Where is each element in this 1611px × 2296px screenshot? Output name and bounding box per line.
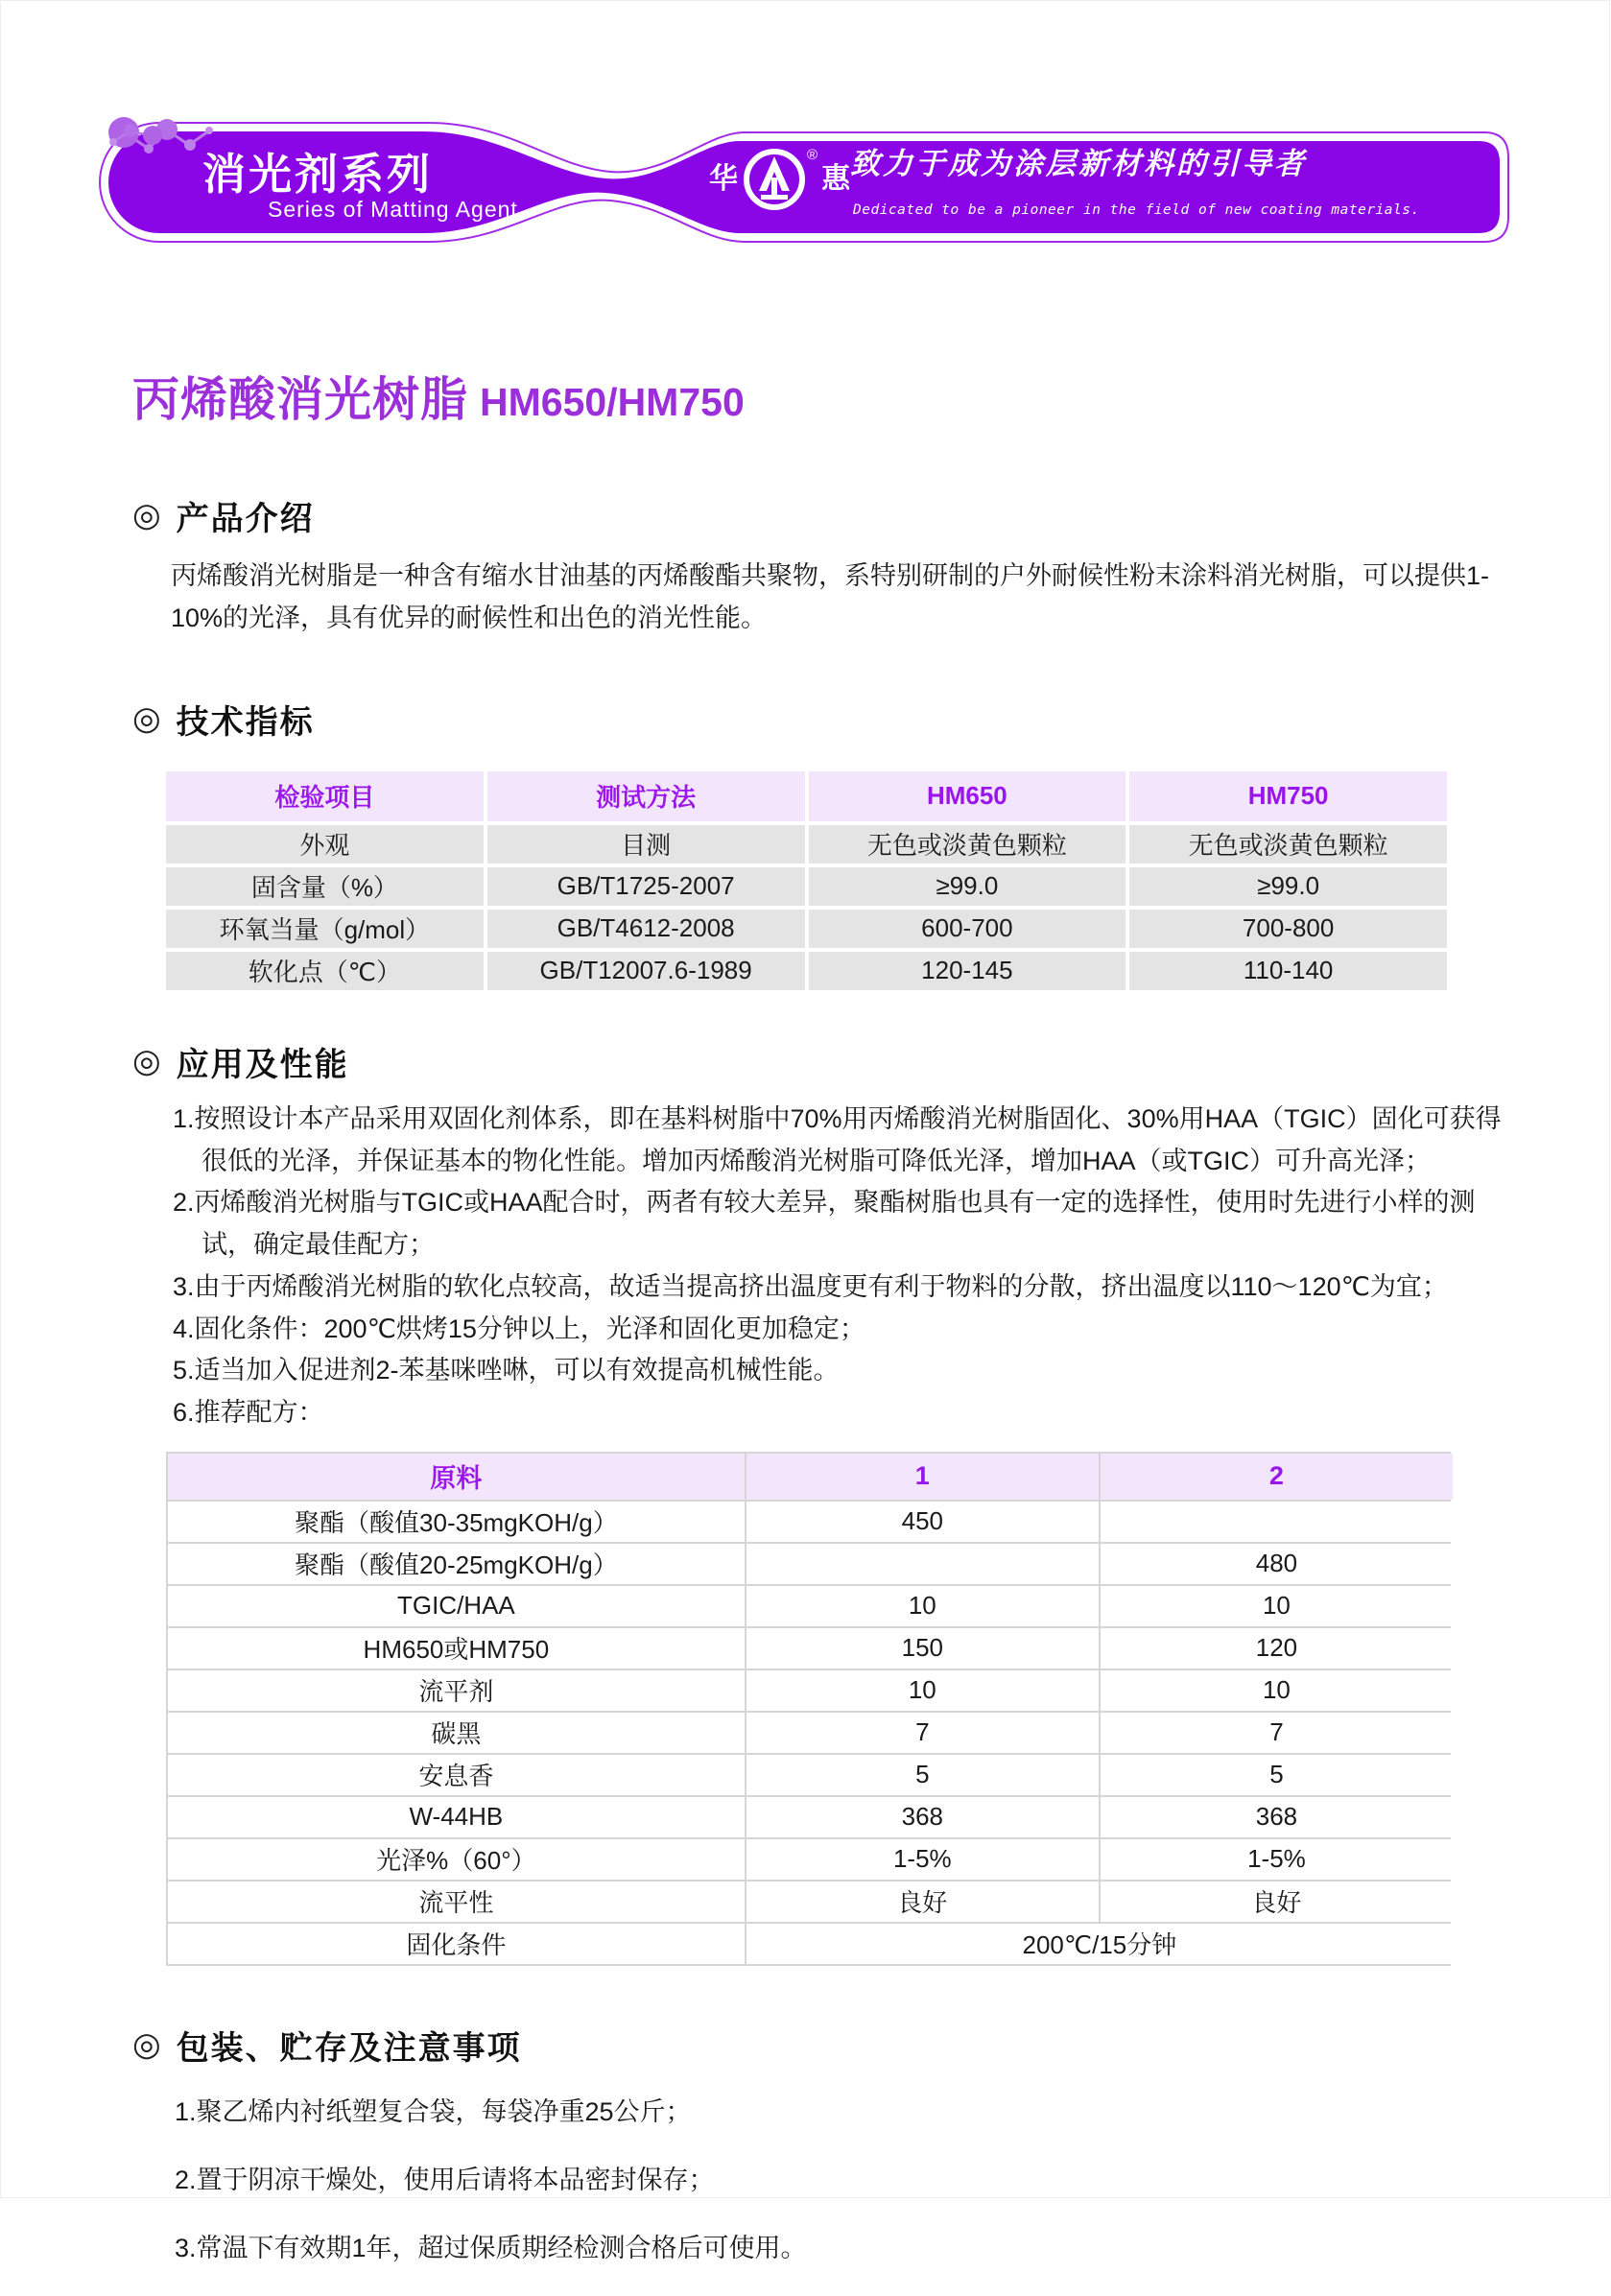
table-cell: 110-140 [1129, 952, 1447, 990]
section-title: 应用及性能 [176, 1046, 349, 1083]
table-cell: 200℃/15分钟 [746, 1924, 1453, 1964]
logo-right-char: 惠 [821, 163, 851, 195]
table-cell: 120 [1101, 1628, 1453, 1669]
huahui-logo-icon [740, 145, 809, 214]
table-cell: 环氧当量（g/mol） [166, 910, 484, 948]
section-bullet-icon: ◎ [132, 700, 163, 738]
table-cell: 流平性 [168, 1882, 745, 1922]
list-item: 2.置于阴凉干燥处，使用后请将本品密封保存； [175, 2166, 715, 2195]
table-cell: 良好 [746, 1882, 1099, 1922]
column-header: 1 [746, 1454, 1099, 1500]
section-bullet-icon: ◎ [132, 2026, 163, 2064]
table-cell: W-44HB [168, 1797, 745, 1837]
table-cell: 无色或淡黄色颗粒 [809, 825, 1126, 864]
list-item: 5.适当加入促进剂2-苯基咪唑啉，可以有效提高机械性能。 [173, 1356, 840, 1385]
table-cell: 光泽%（60°） [168, 1839, 745, 1880]
recipe-table [166, 1452, 1451, 1966]
product-name: 丙烯酸消光树脂 [132, 374, 469, 426]
table-cell: 良好 [1101, 1882, 1453, 1922]
section-title: 技术指标 [176, 703, 315, 741]
table-cell: 外观 [166, 825, 484, 864]
table-cell: 10 [1101, 1670, 1453, 1711]
table-cell: 10 [746, 1670, 1099, 1711]
series-title-cn: 消光剂系列 [202, 150, 434, 199]
table-cell: 7 [1101, 1713, 1453, 1753]
table-cell [1101, 1502, 1453, 1542]
table-cell: ≥99.0 [1129, 867, 1447, 906]
column-header: HM650 [809, 771, 1126, 821]
series-title-en: Series of Matting Agent [268, 197, 518, 222]
table-cell: 5 [746, 1755, 1099, 1795]
spec-table [166, 771, 1447, 990]
table-cell: 480 [1101, 1544, 1453, 1584]
table-cell: 368 [1101, 1797, 1453, 1837]
table-cell: 目测 [487, 825, 805, 864]
page-title [132, 375, 1505, 427]
table-cell: 固化条件 [168, 1924, 745, 1964]
registered-mark: ® [807, 146, 818, 163]
column-header: 检验项目 [166, 771, 484, 821]
column-header: HM750 [1129, 771, 1447, 821]
table-cell: 软化点（℃） [166, 952, 484, 990]
section-title: 包装、贮存及注意事项 [176, 2029, 522, 2067]
column-header: 测试方法 [487, 771, 805, 821]
table-cell: 流平剂 [168, 1670, 745, 1711]
section-heading-application [132, 1038, 1505, 1085]
table-cell: TGIC/HAA [168, 1586, 745, 1626]
list-item: 1.按照设计本产品采用双固化剂体系，即在基料树脂中70%用丙烯酸消光树脂固化、30%用HAA（TGIC）固化可获得很低的光泽，并保证基本的物化性能。增加丙烯酸消光树脂可降低光泽，增加HAA（或TGIC）可升高光泽； [173, 1103, 1502, 1175]
table-cell: 1-5% [746, 1839, 1099, 1880]
table-cell: GB/T12007.6-1989 [487, 952, 805, 990]
section-title: 产品介绍 [176, 500, 315, 537]
header-banner [107, 116, 1515, 260]
document-body [1, 375, 1611, 2296]
table-cell: 7 [746, 1713, 1099, 1753]
table-cell: GB/T4612-2008 [487, 910, 805, 948]
company-logo [709, 145, 850, 214]
application-list [132, 1099, 1505, 1434]
list-item: 1.聚乙烯内衬纸塑复合袋，每袋净重25公斤； [175, 2096, 692, 2126]
product-model: HM650/HM750 [480, 380, 745, 424]
table-cell: 碳黑 [168, 1713, 745, 1753]
column-header: 2 [1101, 1454, 1453, 1500]
slogan-cn: 致力于成为涂层新材料的引导者 [850, 147, 1307, 180]
table-cell: 固含量（%） [166, 867, 484, 906]
table-cell: 368 [746, 1797, 1099, 1837]
section-bullet-icon: ◎ [132, 497, 163, 534]
table-cell: ≥99.0 [809, 867, 1126, 906]
slogan-en: Dedicated to be a pioneer in the field of new coating materials. [853, 202, 1420, 218]
list-item: 3.常温下有效期1年，超过保质期经检测合格后可使用。 [175, 2234, 807, 2263]
table-cell: 无色或淡黄色颗粒 [1129, 825, 1447, 864]
table-cell: 1-5% [1101, 1839, 1453, 1880]
table-cell: HM650或HM750 [168, 1628, 745, 1669]
section-bullet-icon: ◎ [132, 1043, 163, 1080]
table-cell: 安息香 [168, 1755, 745, 1795]
table-cell: 700-800 [1129, 910, 1447, 948]
logo-left-char: 华 [709, 163, 738, 195]
intro-paragraph: 丙烯酸消光树脂是一种含有缩水甘油基的丙烯酸酯共聚物，系特别研制的户外耐候性粉末涂料消光树脂，可以提供1-10%的光泽，具有优异的耐候性和出色的消光性能。 [171, 560, 1490, 633]
table-cell: 10 [1101, 1586, 1453, 1626]
packaging-list [132, 2092, 1505, 2270]
list-item: 3.由于丙烯酸消光树脂的软化点较高，故适当提高挤出温度更有利于物料的分散，挤出温度以110～120℃为宜； [173, 1271, 1448, 1301]
table-cell: GB/T1725-2007 [487, 867, 805, 906]
list-item: 6.推荐配方： [173, 1398, 324, 1428]
table-cell [746, 1544, 1099, 1584]
table-cell: 聚酯（酸值20-25mgKOH/g） [168, 1544, 745, 1584]
table-cell: 150 [746, 1628, 1099, 1669]
list-item: 4.固化条件：200℃烘烤15分钟以上，光泽和固化更加稳定； [173, 1314, 865, 1343]
table-cell: 5 [1101, 1755, 1453, 1795]
section-heading-packaging [132, 2022, 1505, 2069]
list-item: 2.丙烯酸消光树脂与TGIC或HAA配合时，两者有较大差异，聚酯树脂也具有一定的选择性，使用时先进行小样的测试，确定最佳配方； [173, 1188, 1476, 1260]
section-heading-specs [132, 696, 1505, 743]
table-cell: 600-700 [809, 910, 1126, 948]
molecule-dots-icon [107, 116, 174, 151]
column-header: 原料 [168, 1454, 745, 1500]
table-cell: 120-145 [809, 952, 1126, 990]
table-cell: 10 [746, 1586, 1099, 1626]
section-heading-intro [132, 492, 1505, 539]
table-cell: 聚酯（酸值30-35mgKOH/g） [168, 1502, 745, 1542]
table-cell: 450 [746, 1502, 1099, 1542]
